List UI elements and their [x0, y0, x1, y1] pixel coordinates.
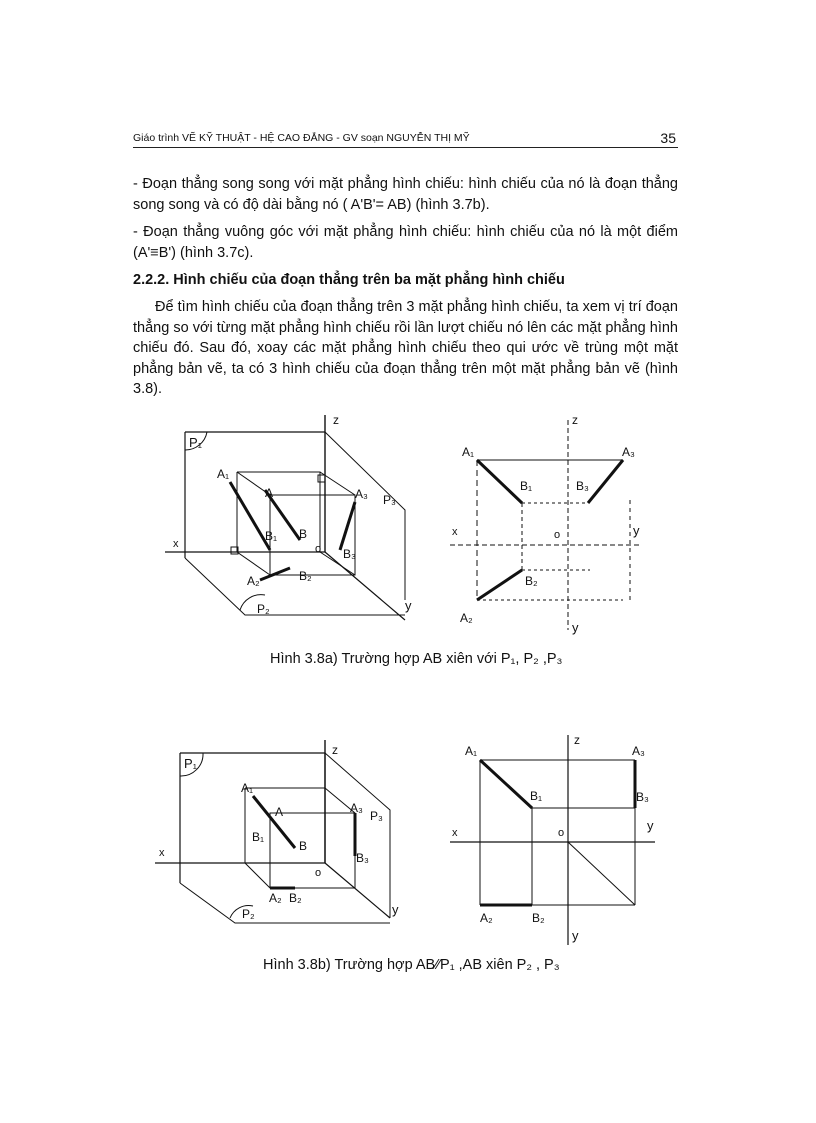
bo-label-y: y: [647, 818, 654, 833]
ortho-label-y: y: [633, 523, 640, 538]
paragraph-perpendicular: - Đoạn thẳng vuông góc với mặt phẳng hình chiếu: hình chiếu của nó là một điểm (A'≡B') (hình 3.7c).: [133, 224, 678, 261]
ortho-label-b3: B₃: [576, 479, 589, 493]
ortho-label-o: o: [554, 529, 561, 541]
figure-3-8b-orthographic: [440, 730, 660, 950]
label-a3: A₃: [355, 487, 368, 501]
paragraph-parallel: - Đoạn thẳng song song với mặt phẳng hình chiếu: hình chiếu của nó là đoạn thẳng song song và có độ dài bằng nó ( A'B'= AB) (hình 3.7b).: [133, 176, 678, 213]
bo-label-b1: B₁: [530, 789, 543, 803]
b-label-a3: A₃: [350, 801, 363, 815]
ortho-label-b2: B₂: [525, 574, 538, 588]
bo-label-a1: A₁: [465, 744, 478, 758]
label-x: x: [173, 538, 179, 550]
bo-label-b2: B₂: [532, 911, 545, 925]
bo-label-b3: B₃: [636, 790, 649, 804]
b-label-a: A: [275, 805, 284, 819]
b-label-p3: P₃: [370, 809, 383, 823]
figure-3-8b-isometric: [155, 738, 415, 938]
ortho-label-y-bottom: y: [572, 620, 579, 635]
label-p2: P₂: [257, 602, 270, 616]
b-label-z: z: [332, 743, 338, 757]
page-number: 35: [660, 130, 676, 146]
label-b2: B₂: [299, 569, 312, 583]
label-a: A: [265, 486, 274, 500]
page-header: [133, 129, 678, 148]
figure-3-8a-isometric: [165, 410, 425, 635]
b-label-a2: A₂: [269, 891, 282, 905]
label-a1: A₁: [217, 467, 230, 481]
b-label-p1: P₁: [184, 756, 198, 771]
b-label-a1: A₁: [241, 781, 254, 795]
b-label-o: o: [315, 867, 322, 879]
caption-figure-3-8a: Hình 3.8a) Trường hợp AB xiên với P₁, P₂ ,P₃: [270, 651, 563, 667]
bo-label-o: o: [558, 827, 565, 839]
paragraph-three-views: Để tìm hình chiếu của đoạn thẳng trên 3 mặt phẳng hình chiếu, ta xem vị trí đoạn thẳng so với từng mặt phẳng hình chiếu rồi lần lượt chiếu nó lên các mặt phẳng hình chiếu đó. Sau đó, xoay các mặt phẳng hình chiếu theo qui ước về trùng một mặt phẳng bản vẽ, ta có 3 hình chiếu của đoạn thẳng trên một mặt phẳng bản vẽ (hình 3.8).: [133, 299, 678, 397]
ortho-label-x: x: [452, 526, 458, 538]
label-p1: P₁: [189, 435, 203, 450]
label-b1: B₁: [265, 529, 278, 543]
caption-figure-3-8b: Hình 3.8b) Trường hợp AB∕∕P₁ ,AB xiên P₂ , P₃: [263, 957, 560, 973]
header-title: Giáo trình VẼ KỸ THUẬT - HỆ CAO ĐẲNG - GV soạn NGUYỄN THỊ MỸ: [133, 132, 470, 144]
label-y: y: [405, 598, 412, 613]
label-b3: B₃: [343, 547, 356, 561]
ortho-label-z: z: [572, 413, 578, 427]
ortho-label-a2: A₂: [460, 611, 473, 625]
label-o: o: [315, 543, 322, 555]
ortho-label-b1: B₁: [520, 479, 533, 493]
b-label-b1: B₁: [252, 830, 265, 844]
figure-3-8a-orthographic: [440, 410, 660, 635]
b-label-y: y: [392, 902, 399, 917]
label-b: B: [299, 527, 308, 541]
b-label-p2: P₂: [242, 907, 255, 921]
bo-label-x: x: [452, 827, 458, 839]
section-heading: 2.2.2. Hình chiếu của đoạn thẳng trên ba mặt phẳng hình chiếu: [133, 272, 565, 288]
b-label-x: x: [159, 847, 165, 859]
b-label-b: B: [299, 839, 308, 853]
bo-label-y-bottom: y: [572, 928, 579, 943]
bo-label-a2: A₂: [480, 911, 493, 925]
b-label-b2: B₂: [289, 891, 302, 905]
label-z: z: [333, 413, 339, 427]
bo-label-a3: A₃: [632, 744, 645, 758]
b-label-b3: B₃: [356, 851, 369, 865]
label-a2: A₂: [247, 574, 260, 588]
bo-label-z: z: [574, 733, 580, 747]
ortho-label-a3: A₃: [622, 445, 635, 459]
label-p3: P₃: [383, 493, 396, 507]
ortho-label-a1: A₁: [462, 445, 475, 459]
